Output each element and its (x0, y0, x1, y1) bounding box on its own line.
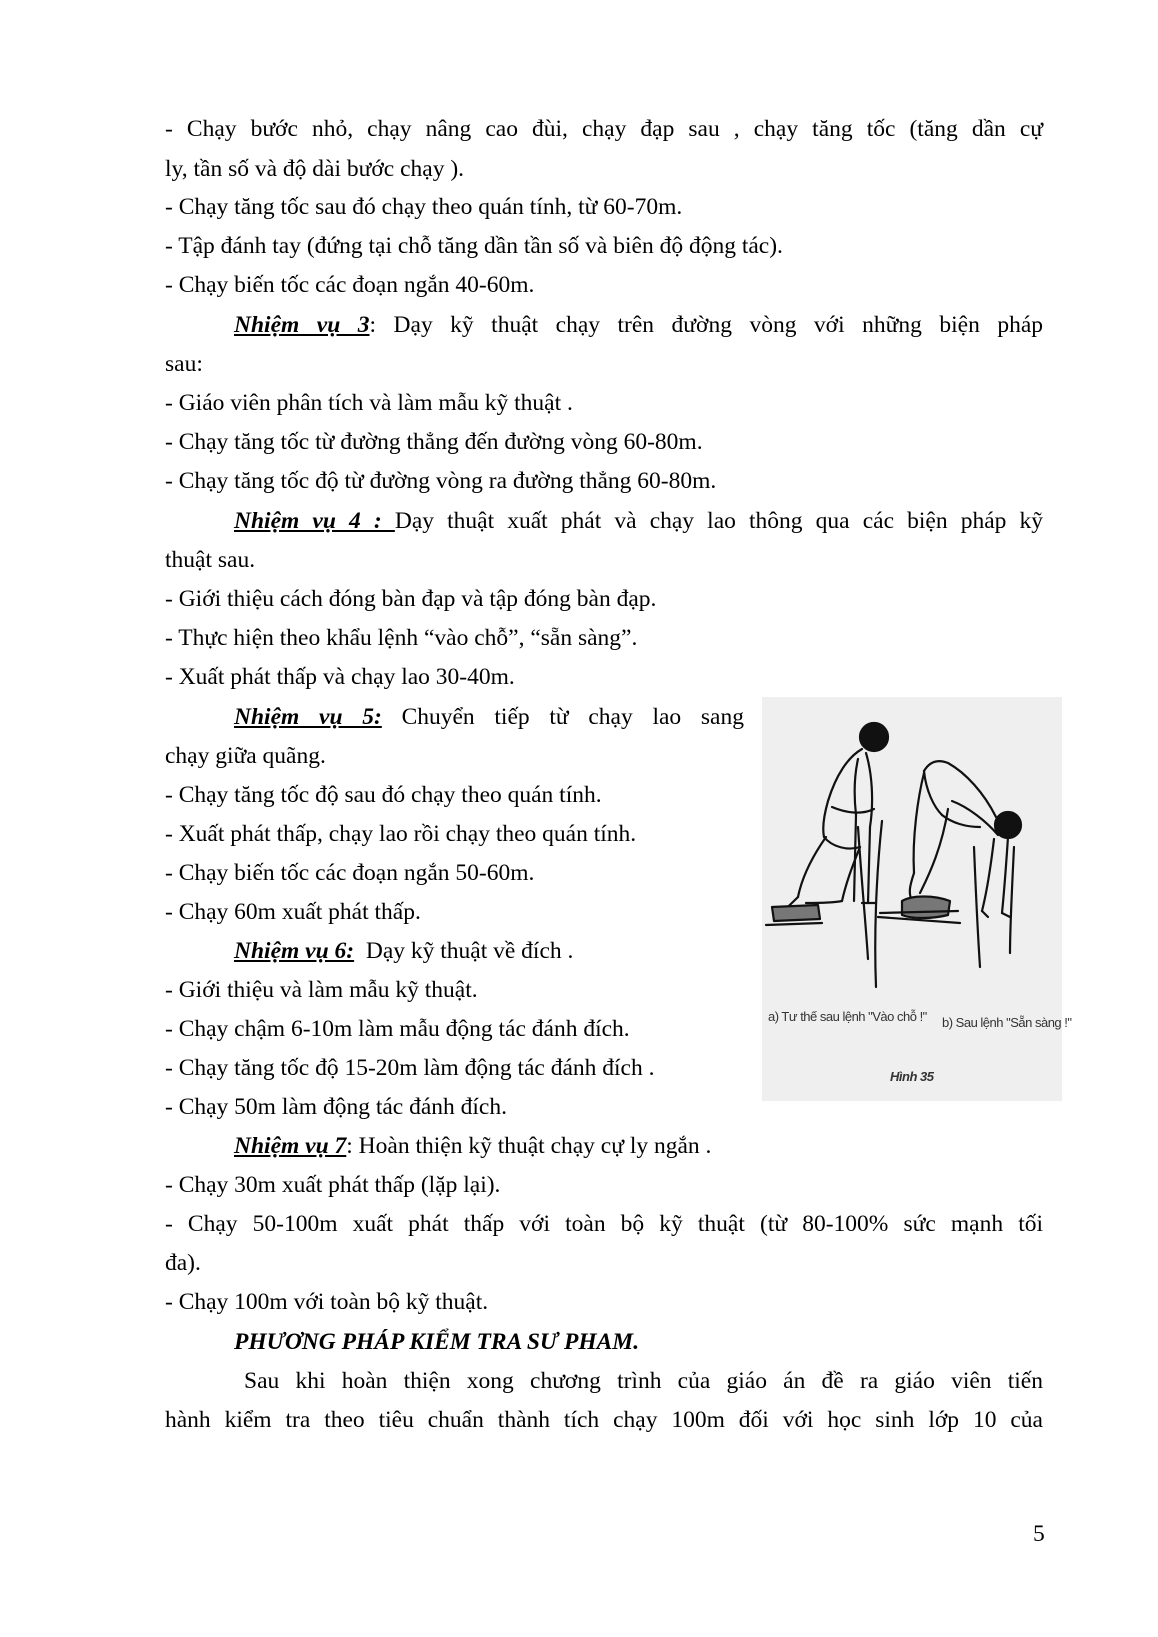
task4-text: Dạy thuật xuất phát và chạy lao thông qua các biện pháp kỹ (394, 508, 1043, 534)
task5-item: - Chạy biến tốc các đoạn ngắn 50-60m. (165, 860, 535, 886)
task6-paragraph (234, 936, 573, 966)
section-heading: PHƯƠNG PHÁP KIỂM TRA SƯ PHAM. (234, 1329, 640, 1355)
task7-item: đa). (165, 1250, 201, 1276)
closing-line: Sau khi hoàn thiện xong chương trình của giáo án đề ra giáo viên tiến (244, 1368, 1043, 1394)
task3-paragraph (234, 310, 1043, 340)
task4-item: - Xuất phát thấp và chạy lao 30-40m. (165, 664, 515, 690)
task5-item: - Xuất phát thấp, chạy lao rồi chạy theo quán tính. (165, 821, 637, 847)
sprint-start-illustration (762, 697, 1062, 1101)
figure-caption-a: a) Tư thế sau lệnh "Vào chỗ !" (768, 1009, 927, 1024)
task3-text: : Dạy kỹ thuật chạy trên đường vòng với những biện pháp (369, 312, 1043, 338)
task7-item: - Chạy 100m với toàn bộ kỹ thuật. (165, 1289, 489, 1315)
task6-item: - Chạy tăng tốc độ 15-20m làm động tác đánh đích . (165, 1055, 655, 1081)
task3-item: - Giáo viên phân tích và làm mẫu kỹ thuật . (165, 390, 573, 416)
task3-item: - Chạy tăng tốc từ đường thẳng đến đường vòng 60-80m. (165, 429, 703, 455)
task3-label: Nhiệm vụ 3 (234, 312, 370, 338)
task5-item: - Chạy tăng tốc độ sau đó chạy theo quán tính. (165, 782, 602, 808)
task4-paragraph (234, 506, 1043, 536)
body-line: - Chạy bước nhỏ, chạy nâng cao đùi, chạy đạp sau , chạy tăng tốc (tăng dần cự (165, 116, 1043, 142)
task3-cont: sau: (165, 351, 203, 377)
task4-item: - Thực hiện theo khẩu lệnh “vào chỗ”, “sẵn sàng”. (165, 625, 638, 651)
task5-text: Chuyển tiếp từ chạy lao sang (381, 704, 744, 730)
body-line: ly, tần số và độ dài bước chạy ). (165, 156, 465, 182)
page-number: 5 (1033, 1521, 1045, 1547)
task5-paragraph (234, 702, 744, 732)
task6-text: Dạy kỹ thuật về đích . (354, 938, 574, 964)
task6-item: - Chạy chậm 6-10m làm mẫu động tác đánh đích. (165, 1016, 630, 1042)
sprint-start-figure (762, 697, 1072, 1101)
task7-label: Nhiệm vụ 7 (234, 1133, 347, 1159)
figure-number: Hình 35 (890, 1069, 934, 1084)
task6-label: Nhiệm vụ 6: (234, 938, 355, 964)
task7-item: - Chạy 30m xuất phát thấp (lặp lại). (165, 1172, 501, 1198)
task4-cont: thuật sau. (165, 547, 256, 573)
task6-item: - Giới thiệu và làm mẫu kỹ thuật. (165, 977, 478, 1003)
body-line: - Tập đánh tay (đứng tại chỗ tăng dần tần số và biên độ động tác). (165, 233, 783, 259)
closing-line: hành kiểm tra theo tiêu chuẩn thành tích chạy 100m đối với học sinh lớp 10 của (165, 1407, 1043, 1433)
body-line: - Chạy biến tốc các đoạn ngắn 40-60m. (165, 272, 535, 298)
task3-item: - Chạy tăng tốc độ từ đường vòng ra đường thẳng 60-80m. (165, 468, 717, 494)
task4-label: Nhiệm vụ 4 : (234, 508, 395, 534)
body-line: - Chạy tăng tốc sau đó chạy theo quán tính, từ 60-70m. (165, 194, 683, 220)
task5-item: - Chạy 60m xuất phát thấp. (165, 899, 421, 925)
figure-caption-b: b) Sau lệnh "Sẵn sàng !" (942, 1015, 1072, 1030)
task4-item: - Giới thiệu cách đóng bàn đạp và tập đóng bàn đạp. (165, 586, 657, 612)
task7-text: : Hoàn thiện kỹ thuật chạy cự ly ngắn . (346, 1133, 712, 1159)
task5-cont: chạy giữa quãng. (165, 743, 326, 769)
task5-label: Nhiệm vụ 5: (234, 704, 382, 730)
task7-paragraph (234, 1131, 711, 1161)
task7-item: - Chạy 50-100m xuất phát thấp với toàn bộ kỹ thuật (từ 80-100% sức mạnh tối (165, 1211, 1043, 1237)
task6-item: - Chạy 50m làm động tác đánh đích. (165, 1094, 507, 1120)
